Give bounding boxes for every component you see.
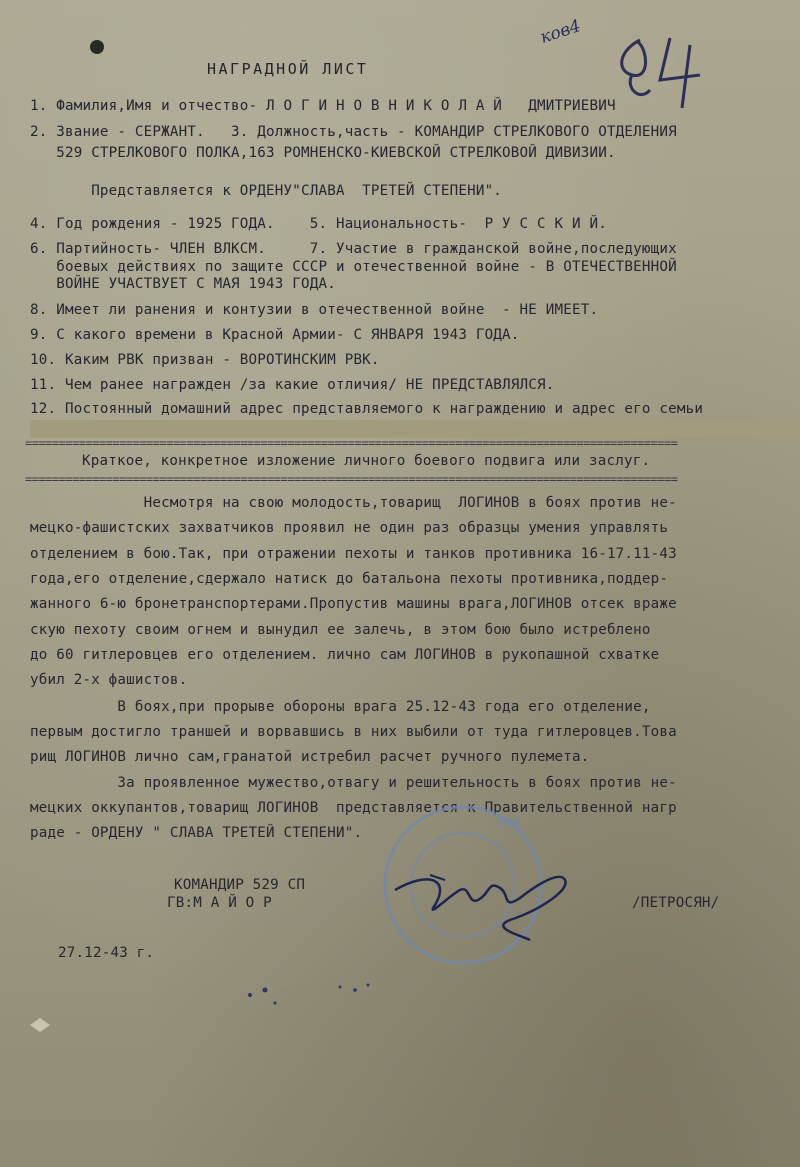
ink-specks <box>240 975 420 1015</box>
field-3-unit: 529 СТРЕЛКОВОГО ПОЛКА,163 РОМНЕНСКО-КИЕВСКОЙ СТРЕЛКОВОЙ ДИВИЗИИ. <box>30 145 616 161</box>
field-4-birth-year: 4. Год рождения - 1925 ГОДА. 5. Национальность- Р У С С К И Й. <box>30 216 607 232</box>
commander-rank: ГВ:М А Й О Р <box>167 895 272 911</box>
narrative-line-2: мецко-фашистских захватчиков проявил не один раз образцы умения управлять <box>30 520 669 536</box>
handwritten-page-number <box>610 30 720 110</box>
paper-stain <box>25 1010 55 1040</box>
field-7-war-participation: боевых действиях по защите СССР и отечественной войне - В ОТЕЧЕСТВЕННОЙ <box>30 259 677 275</box>
document-title: НАГРАДНОЙ ЛИСТ <box>207 60 369 78</box>
field-11-previous-awards: 11. Чем ранее награжден /за какие отличия/ НЕ ПРЕДСТАВЛЯЛСЯ. <box>30 377 555 393</box>
narrative-line-13: мецких оккупантов,товарищ ЛОГИНОВ представляется к Правительственной нагр <box>30 800 677 816</box>
narrative-line-7: до 60 гитлеровцев его отделением. лично сам ЛОГИНОВ в рукопашной схватке <box>30 647 660 663</box>
commander-signature <box>390 850 575 950</box>
narrative-line-3: отделением в бою.Так, при отражении пехоты и танков противника 16-17.11-43 <box>30 546 677 562</box>
field-6-party: 6. Партийность- ЧЛЕН ВЛКСМ. 7. Участие в гражданской войне,последующих <box>30 241 677 257</box>
narrative-line-9: В боях,при прорыве обороны врага 25.12-43 года его отделение, <box>30 699 651 715</box>
field-8-wounds: 8. Имеет ли ранения и контузии в отечественной войне - НЕ ИМЕЕТ. <box>30 302 599 318</box>
narrative-line-8: убил 2-х фашистов. <box>30 672 188 688</box>
separator-bottom: ================================================================================================= <box>25 472 678 486</box>
narrative-line-12: За проявленное мужество,отвагу и решительность в боях против не- <box>30 775 677 791</box>
commander-name: /ПЕТРОСЯН/ <box>632 895 720 911</box>
field-2-rank: 2. Звание - СЕРЖАНТ. 3. Должность,часть - КОМАНДИР СТРЕЛКОВОГО ОТДЕЛЕНИЯ <box>30 124 677 140</box>
narrative-line-14: раде - ОРДЕНУ " СЛАВА ТРЕТЕЙ СТЕПЕНИ". <box>30 825 363 841</box>
narrative-line-4: года,его отделение,сдержало натиск до батальона пехоты противника,поддер- <box>30 571 669 587</box>
narrative-line-5: жанного 6-ю бронетранспортерами.Пропустив машины врага,ЛОГИНОВ отсек враже <box>30 596 677 612</box>
commander-position: КОМАНДИР 529 СП <box>174 877 306 893</box>
archive-handwritten-mark: ков4 <box>537 16 584 48</box>
separator-top: ================================================================================================= <box>25 436 678 450</box>
stamp-number: 529 <box>496 817 521 832</box>
narrative-line-6: скую пехоту своим огнем и вынудил ее залечь, в этом бою было истреблено <box>30 622 651 638</box>
narrative-line-11: рищ ЛОГИНОВ лично сам,гранатой истребил расчет ручного пулемета. <box>30 749 590 765</box>
field-10-draft-office: 10. Каким РВК призван - ВОРОТИНСКИМ РВК. <box>30 352 380 368</box>
narrative-line-10: первым достигло траншей и ворвавшись в них выбили от туда гитлеровцев.Това <box>30 724 677 740</box>
punch-hole <box>90 40 104 54</box>
document-date: 27.12-43 г. <box>58 945 155 961</box>
field-9-service-start: 9. С какого времени в Красной Армии- С ЯНВАРЯ 1943 ГОДА. <box>30 327 520 343</box>
field-1-name: 1. Фамилия,Имя и отчество- Л О Г И Н О В Н И К О Л А Й ДМИТРИЕВИЧ <box>30 98 616 114</box>
narrative-line-1: Несмотря на свою молодость,товарищ ЛОГИНОВ в боях против не- <box>30 495 677 511</box>
summary-heading: Краткое, конкретное изложение личного боевого подвига или заслуг. <box>82 453 651 469</box>
award-presentation: Представляется к ОРДЕНУ"СЛАВА ТРЕТЕЙ СТЕПЕНИ". <box>30 183 503 199</box>
field-12-address: 12. Постоянный домашний адрес представляемого к награждению и адрес его семьи <box>30 401 704 417</box>
field-7-war-participation-cont: ВОЙНЕ УЧАСТВУЕТ С МАЯ 1943 ГОДА. <box>30 276 336 292</box>
